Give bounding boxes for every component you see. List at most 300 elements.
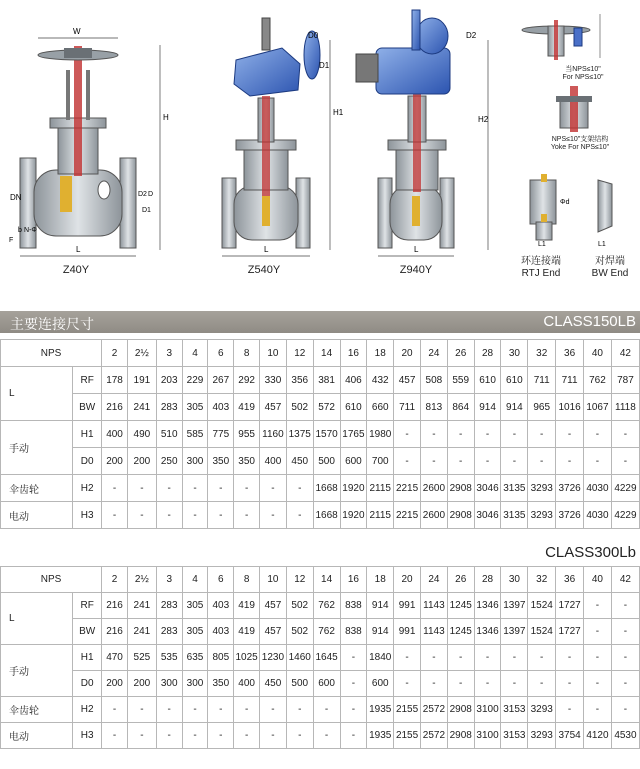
value-cell: 450	[260, 671, 287, 697]
group-label-manual: 手动	[1, 421, 73, 475]
value-cell: 330	[260, 367, 287, 394]
nps-cell: 6	[208, 340, 234, 367]
detail-bw-end	[598, 180, 612, 232]
nps-cell: 28	[474, 567, 501, 593]
nps-cell: 16	[340, 567, 367, 593]
value-cell: -	[340, 671, 367, 697]
table-row-l-rf	[1, 593, 640, 619]
nps-cell: 40	[584, 340, 612, 367]
dim-d0: D0	[308, 31, 319, 40]
dim-n: N-Φ	[24, 227, 37, 234]
value-cell: 1230	[260, 645, 287, 671]
nps-cell: 26	[447, 567, 474, 593]
value-cell: 406	[340, 367, 367, 394]
value-cell: -	[260, 475, 287, 502]
dim-l1-rtj: L1	[538, 241, 546, 248]
nps-cell: 4	[182, 340, 208, 367]
value-cell: 250	[156, 448, 182, 475]
sub-label: H2	[73, 697, 102, 723]
value-cell: -	[528, 421, 556, 448]
value-cell: 216	[102, 619, 128, 645]
value-cell: 216	[102, 593, 128, 619]
value-cell: 3726	[556, 475, 584, 502]
value-cell: -	[611, 421, 639, 448]
value-cell: 3046	[474, 502, 501, 529]
value-cell: 1920	[340, 475, 367, 502]
table-row-h2	[1, 697, 640, 723]
value-cell: -	[420, 671, 447, 697]
value-cell: -	[420, 421, 447, 448]
value-cell: 1160	[260, 421, 287, 448]
value-cell: -	[156, 723, 182, 749]
value-cell: 775	[208, 421, 234, 448]
group-label-bevel-gear: 伞齿轮	[1, 475, 73, 502]
value-cell: 914	[367, 593, 394, 619]
value-cell: 403	[208, 593, 234, 619]
value-cell: 1727	[556, 619, 584, 645]
value-cell: -	[127, 475, 156, 502]
section-banner	[0, 311, 640, 333]
dim-d1: D1	[319, 61, 330, 70]
value-cell: -	[156, 475, 182, 502]
table-row-nps	[1, 567, 640, 593]
value-cell: -	[447, 421, 474, 448]
value-cell: 610	[501, 367, 528, 394]
value-cell: 350	[234, 448, 260, 475]
value-cell: -	[501, 448, 528, 475]
value-cell: 1016	[556, 394, 584, 421]
value-cell: -	[528, 645, 556, 671]
value-cell: 864	[447, 394, 474, 421]
value-cell: -	[420, 645, 447, 671]
value-cell: -	[340, 723, 367, 749]
value-cell: -	[611, 645, 639, 671]
value-cell: -	[501, 421, 528, 448]
value-cell: -	[127, 697, 156, 723]
value-cell: -	[234, 697, 260, 723]
value-cell: 600	[340, 448, 367, 475]
dim-d1-z40: D1	[142, 207, 151, 214]
value-cell: -	[313, 723, 340, 749]
value-cell: -	[260, 502, 287, 529]
value-cell: 300	[156, 671, 182, 697]
table-row-h1	[1, 645, 640, 671]
detail-yoke	[556, 86, 592, 132]
value-cell: 419	[234, 619, 260, 645]
value-cell: -	[556, 448, 584, 475]
caption-bw-en: BW End	[591, 268, 629, 279]
value-cell: -	[286, 475, 313, 502]
dim-d2-z40: D2	[138, 191, 147, 198]
dim-b: b	[18, 227, 22, 234]
nps-cell: 28	[474, 340, 501, 367]
nps-cell: 42	[611, 340, 639, 367]
value-cell: -	[556, 671, 584, 697]
value-cell: -	[420, 448, 447, 475]
value-cell: 572	[313, 394, 340, 421]
value-cell: 1668	[313, 475, 340, 502]
value-cell: 3754	[556, 723, 584, 749]
value-cell: 200	[102, 448, 128, 475]
dim-d-z40: D	[148, 191, 154, 198]
table-row-h3	[1, 723, 640, 749]
value-cell: -	[611, 619, 639, 645]
value-cell: -	[474, 671, 501, 697]
nps-cell: 10	[260, 567, 287, 593]
nps-cell: 20	[394, 340, 421, 367]
sub-label: D0	[73, 671, 102, 697]
value-cell: 2908	[447, 502, 474, 529]
value-cell: -	[584, 697, 612, 723]
sub-label: H1	[73, 421, 102, 448]
value-cell: 432	[367, 367, 394, 394]
value-cell: -	[208, 723, 234, 749]
value-cell: 525	[127, 645, 156, 671]
value-cell: 178	[102, 367, 128, 394]
value-cell: 838	[340, 619, 367, 645]
dim-w: W	[73, 27, 81, 36]
value-cell: 2600	[420, 475, 447, 502]
value-cell: 1143	[420, 593, 447, 619]
value-cell: 450	[286, 448, 313, 475]
nps-cell: 6	[208, 567, 234, 593]
group-label-bevel-gear: 伞齿轮	[1, 697, 73, 723]
nps-cell: 14	[313, 340, 340, 367]
value-cell: -	[447, 671, 474, 697]
table-class300	[0, 566, 640, 749]
value-cell: 229	[182, 367, 208, 394]
value-cell: 2215	[394, 502, 421, 529]
value-cell: 419	[234, 593, 260, 619]
value-cell: 2572	[420, 697, 447, 723]
sub-label: H1	[73, 645, 102, 671]
caption-rtj-en: RTJ End	[521, 268, 561, 279]
value-cell: 4030	[584, 502, 612, 529]
nps-cell: 8	[234, 567, 260, 593]
value-cell: 600	[367, 671, 394, 697]
sub-label: BW	[73, 394, 102, 421]
value-cell: 381	[313, 367, 340, 394]
nps-cell: 12	[286, 567, 313, 593]
value-cell: 510	[156, 421, 182, 448]
value-cell: 457	[394, 367, 421, 394]
nps-cell: 30	[501, 567, 528, 593]
value-cell: 241	[127, 593, 156, 619]
nps-cell: 12	[286, 340, 313, 367]
nps-cell: 10	[260, 340, 287, 367]
value-cell: 350	[208, 671, 234, 697]
group-label-l: L	[1, 367, 73, 421]
caption-rtj-cn: 环连接端	[521, 256, 561, 267]
value-cell: 1397	[501, 593, 528, 619]
nps-cell: 18	[367, 567, 394, 593]
value-cell: 762	[313, 593, 340, 619]
value-cell: -	[611, 448, 639, 475]
valve-z40y	[20, 38, 160, 256]
value-cell: -	[127, 502, 156, 529]
value-cell: 1765	[340, 421, 367, 448]
caption-z540y: Z540Y	[247, 264, 281, 276]
value-cell: 400	[102, 421, 128, 448]
value-cell: -	[556, 421, 584, 448]
value-cell: 1346	[474, 593, 501, 619]
value-cell: -	[156, 697, 182, 723]
value-cell: -	[394, 421, 421, 448]
nps-cell: 24	[420, 567, 447, 593]
value-cell: 2908	[447, 697, 474, 723]
value-cell: 1143	[420, 619, 447, 645]
value-cell: 403	[208, 619, 234, 645]
value-cell: 2908	[447, 475, 474, 502]
dim-h: H	[163, 113, 169, 122]
value-cell: -	[611, 671, 639, 697]
table-row-l-bw	[1, 619, 640, 645]
value-cell: -	[528, 671, 556, 697]
value-cell: -	[447, 448, 474, 475]
value-cell: 3293	[528, 475, 556, 502]
dim-h2: H2	[478, 115, 489, 124]
value-cell: -	[234, 475, 260, 502]
value-cell: 3135	[501, 475, 528, 502]
value-cell: 2572	[420, 723, 447, 749]
nps-cell: 18	[367, 340, 394, 367]
value-cell: 838	[340, 593, 367, 619]
nps-cell: 4	[182, 567, 208, 593]
group-label-manual: 手动	[1, 645, 73, 697]
value-cell: -	[182, 697, 208, 723]
value-cell: 419	[234, 394, 260, 421]
value-cell: 991	[394, 593, 421, 619]
value-cell: 3293	[528, 697, 556, 723]
value-cell: 1245	[447, 619, 474, 645]
nps-header: NPS	[1, 567, 102, 593]
value-cell: 2908	[447, 723, 474, 749]
value-cell: 700	[367, 448, 394, 475]
value-cell: 1375	[286, 421, 313, 448]
value-cell: 403	[208, 394, 234, 421]
value-cell: 991	[394, 619, 421, 645]
value-cell: 535	[156, 645, 182, 671]
dim-d2: D2	[466, 31, 477, 40]
value-cell: -	[182, 723, 208, 749]
value-cell: 4229	[611, 475, 639, 502]
value-cell: 635	[182, 645, 208, 671]
value-cell: 2115	[367, 502, 394, 529]
value-cell: -	[394, 645, 421, 671]
value-cell: 500	[313, 448, 340, 475]
value-cell: -	[102, 697, 128, 723]
nps-cell: 2½	[127, 567, 156, 593]
value-cell: 200	[127, 671, 156, 697]
class300-title: CLASS300Lb	[545, 544, 636, 561]
value-cell: -	[208, 475, 234, 502]
value-cell: 203	[156, 367, 182, 394]
value-cell: -	[127, 723, 156, 749]
value-cell: 191	[127, 367, 156, 394]
value-cell: 787	[611, 367, 639, 394]
value-cell: 216	[102, 394, 128, 421]
value-cell: 457	[260, 394, 287, 421]
group-label-electric: 电动	[1, 723, 73, 749]
nps-cell: 8	[234, 340, 260, 367]
value-cell: 1245	[447, 593, 474, 619]
value-cell: 283	[156, 394, 182, 421]
value-cell: 1524	[528, 593, 556, 619]
dim-l-z40: L	[76, 245, 81, 254]
value-cell: -	[556, 697, 584, 723]
note-nps-top: 当NPS≤10"	[565, 66, 601, 73]
value-cell: 1980	[367, 421, 394, 448]
nps-cell: 36	[556, 567, 584, 593]
value-cell: 502	[286, 619, 313, 645]
nps-cell: 3	[156, 340, 182, 367]
value-cell: -	[584, 421, 612, 448]
nps-cell: 32	[528, 567, 556, 593]
value-cell: 4120	[584, 723, 612, 749]
nps-cell: 40	[584, 567, 612, 593]
value-cell: -	[474, 421, 501, 448]
value-cell: 300	[182, 448, 208, 475]
value-cell: 241	[127, 394, 156, 421]
value-cell: 350	[208, 448, 234, 475]
value-cell: -	[584, 671, 612, 697]
value-cell: -	[447, 645, 474, 671]
value-cell: -	[182, 475, 208, 502]
value-cell: 1727	[556, 593, 584, 619]
value-cell: -	[340, 697, 367, 723]
value-cell: -	[584, 448, 612, 475]
value-cell: -	[340, 645, 367, 671]
value-cell: -	[313, 697, 340, 723]
value-cell: 400	[260, 448, 287, 475]
value-cell: 914	[474, 394, 501, 421]
table-class150	[0, 339, 640, 529]
value-cell: 610	[474, 367, 501, 394]
value-cell: 500	[286, 671, 313, 697]
value-cell: 241	[127, 619, 156, 645]
value-cell: 610	[340, 394, 367, 421]
value-cell: 502	[286, 593, 313, 619]
table-row-h3	[1, 502, 640, 529]
value-cell: 1346	[474, 619, 501, 645]
value-cell: 2155	[394, 697, 421, 723]
value-cell: 1025	[234, 645, 260, 671]
value-cell: 711	[394, 394, 421, 421]
valve-drawings	[0, 0, 640, 300]
class150-title: CLASS150LB	[543, 313, 636, 330]
value-cell: -	[286, 723, 313, 749]
value-cell: 1524	[528, 619, 556, 645]
dim-l1-bw: L1	[598, 241, 606, 248]
value-cell: -	[611, 593, 639, 619]
value-cell: 813	[420, 394, 447, 421]
value-cell: 4229	[611, 502, 639, 529]
value-cell: -	[156, 502, 182, 529]
dim-l-z940: L	[414, 245, 419, 254]
value-cell: 1935	[367, 697, 394, 723]
value-cell: 283	[156, 619, 182, 645]
value-cell: 955	[234, 421, 260, 448]
caption-z940y: Z940Y	[399, 264, 433, 276]
value-cell: -	[260, 697, 287, 723]
sub-label: RF	[73, 593, 102, 619]
value-cell: 3100	[474, 697, 501, 723]
value-cell: 3726	[556, 502, 584, 529]
value-cell: 283	[156, 593, 182, 619]
sub-label: RF	[73, 367, 102, 394]
table-row-l-bw	[1, 394, 640, 421]
value-cell: 305	[182, 394, 208, 421]
value-cell: -	[611, 697, 639, 723]
nps-cell: 16	[340, 340, 367, 367]
nps-cell: 2	[102, 567, 128, 593]
value-cell: 3100	[474, 723, 501, 749]
value-cell: 1668	[313, 502, 340, 529]
value-cell: 1570	[313, 421, 340, 448]
value-cell: -	[584, 593, 612, 619]
value-cell: 1920	[340, 502, 367, 529]
valve-z540y	[222, 18, 330, 256]
value-cell: -	[584, 645, 612, 671]
value-cell: 457	[260, 619, 287, 645]
value-cell: -	[474, 448, 501, 475]
value-cell: -	[208, 502, 234, 529]
nps-header: NPS	[1, 340, 102, 367]
nps-cell: 24	[420, 340, 447, 367]
value-cell: 490	[127, 421, 156, 448]
value-cell: 965	[528, 394, 556, 421]
value-cell: 457	[260, 593, 287, 619]
group-label-l: L	[1, 593, 73, 645]
caption-z40y: Z40Y	[62, 264, 90, 276]
value-cell: 805	[208, 645, 234, 671]
value-cell: 1118	[611, 394, 639, 421]
value-cell: -	[102, 502, 128, 529]
value-cell: 502	[286, 394, 313, 421]
table-row-d0	[1, 671, 640, 697]
dim-f: F	[9, 237, 14, 244]
table-row-d0	[1, 448, 640, 475]
value-cell: 600	[313, 671, 340, 697]
value-cell: 3153	[501, 723, 528, 749]
value-cell: 3046	[474, 475, 501, 502]
value-cell: 762	[584, 367, 612, 394]
value-cell: -	[182, 502, 208, 529]
table-row-l-rf	[1, 367, 640, 394]
caption-bw-cn: 对焊端	[595, 256, 625, 267]
nps-cell: 20	[394, 567, 421, 593]
nps-cell: 14	[313, 567, 340, 593]
value-cell: 267	[208, 367, 234, 394]
value-cell: 3293	[528, 723, 556, 749]
value-cell: 914	[501, 394, 528, 421]
value-cell: 711	[556, 367, 584, 394]
value-cell: -	[501, 671, 528, 697]
nps-cell: 3	[156, 567, 182, 593]
value-cell: 470	[102, 645, 128, 671]
value-cell: -	[556, 645, 584, 671]
table-row-nps	[1, 340, 640, 367]
value-cell: 2115	[367, 475, 394, 502]
value-cell: -	[234, 723, 260, 749]
value-cell: 660	[367, 394, 394, 421]
value-cell: 305	[182, 619, 208, 645]
value-cell: -	[286, 697, 313, 723]
value-cell: 3293	[528, 502, 556, 529]
value-cell: 711	[528, 367, 556, 394]
value-cell: 2215	[394, 475, 421, 502]
value-cell: 4530	[611, 723, 639, 749]
